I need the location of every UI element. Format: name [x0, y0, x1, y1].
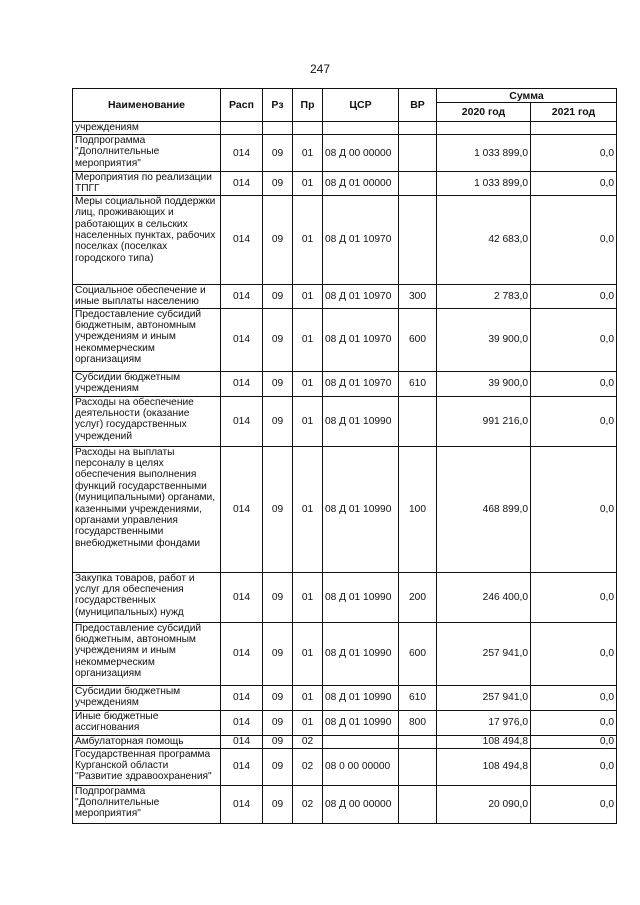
sum-2020-cell: 42 683,0 — [437, 195, 531, 284]
table-row — [73, 172, 617, 196]
table-row — [73, 572, 617, 622]
name-cell: Закупка товаров, работ и услуг для обеспечения государственных (муниципальных) нужд — [73, 572, 221, 622]
name-cell: Государственная программа Курганской области "Развитие здравоохранения" — [73, 748, 221, 785]
header-sum: Сумма — [437, 89, 617, 103]
table-row — [73, 785, 617, 823]
pr-cell: 02 — [293, 748, 323, 785]
sum-2020-cell: 17 976,0 — [437, 710, 531, 735]
name-cell: Иные бюджетные ассигнования — [73, 710, 221, 735]
vr-cell — [399, 135, 437, 172]
sum-2020-cell: 1 033 899,0 — [437, 172, 531, 196]
rasp-cell: 014 — [221, 308, 263, 371]
sum-2020-cell: 39 900,0 — [437, 308, 531, 371]
rasp-cell: 014 — [221, 195, 263, 284]
vr-cell — [399, 785, 437, 823]
sum-2020-cell: 20 090,0 — [437, 785, 531, 823]
table-row — [73, 371, 617, 396]
rasp-cell: 014 — [221, 572, 263, 622]
pr-cell: 01 — [293, 308, 323, 371]
vr-cell — [399, 748, 437, 785]
budget-table — [72, 88, 617, 824]
name-cell: Субсидии бюджетным учреждениям — [73, 685, 221, 710]
page-number: 247 — [309, 62, 331, 76]
vr-cell — [399, 172, 437, 196]
pr-cell: 01 — [293, 572, 323, 622]
sum-2021-cell: 0,0 — [531, 308, 617, 371]
header-pr: Пр — [293, 89, 323, 122]
rasp-cell: 014 — [221, 284, 263, 308]
rasp-cell: 014 — [221, 748, 263, 785]
pr-cell: 02 — [293, 735, 323, 748]
rz-cell: 09 — [263, 396, 293, 446]
header-year-2021: 2021 год — [531, 103, 617, 122]
header-csr: ЦСР — [323, 89, 399, 122]
rz-cell: 09 — [263, 710, 293, 735]
vr-cell: 300 — [399, 284, 437, 308]
rz-cell: 09 — [263, 735, 293, 748]
header-rz: Рз — [263, 89, 293, 122]
header-year-2020: 2020 год — [437, 103, 531, 122]
name-cell: Амбулаторная помощь — [73, 735, 221, 748]
rasp-cell: 014 — [221, 371, 263, 396]
sum-2020-cell: 108 494,8 — [437, 735, 531, 748]
pr-cell: 01 — [293, 172, 323, 196]
sum-2020-cell: 257 941,0 — [437, 685, 531, 710]
rasp-cell: 014 — [221, 396, 263, 446]
header-name: Наименование — [73, 89, 221, 122]
rz-cell: 09 — [263, 785, 293, 823]
csr-cell: 08 Д 01 10970 — [323, 371, 399, 396]
rasp-cell: 014 — [221, 735, 263, 748]
csr-cell: 08 Д 01 10990 — [323, 622, 399, 685]
pr-cell: 02 — [293, 785, 323, 823]
sum-2021-cell: 0,0 — [531, 284, 617, 308]
vr-cell — [399, 396, 437, 446]
rasp-cell: 014 — [221, 785, 263, 823]
sum-2021-cell: 0,0 — [531, 710, 617, 735]
pr-cell: 01 — [293, 396, 323, 446]
sum-2021-cell: 0,0 — [531, 572, 617, 622]
vr-cell: 800 — [399, 710, 437, 735]
csr-cell — [323, 122, 399, 135]
pr-cell — [293, 122, 323, 135]
csr-cell: 08 Д 01 10990 — [323, 572, 399, 622]
sum-2021-cell: 0,0 — [531, 195, 617, 284]
table-row — [73, 446, 617, 572]
csr-cell: 08 Д 01 10970 — [323, 308, 399, 371]
header-vr: ВР — [399, 89, 437, 122]
table-row — [73, 135, 617, 172]
name-cell: Меры социальной поддержки лиц, проживающих и работающих в сельских населенных пунктах, рабочих поселках (поселках городского типа) — [73, 195, 221, 284]
name-cell: Мероприятия по реализации ТПГГ — [73, 172, 221, 196]
name-cell: Предоставление субсидий бюджетным, автономным учреждениям и иным некоммерческим организациям — [73, 622, 221, 685]
rz-cell: 09 — [263, 748, 293, 785]
sum-2021-cell: 0,0 — [531, 748, 617, 785]
vr-cell — [399, 195, 437, 284]
vr-cell: 610 — [399, 685, 437, 710]
rz-cell — [263, 122, 293, 135]
rasp-cell: 014 — [221, 685, 263, 710]
csr-cell: 08 Д 00 00000 — [323, 135, 399, 172]
csr-cell: 08 Д 01 10990 — [323, 396, 399, 446]
rz-cell: 09 — [263, 685, 293, 710]
name-cell: Подпрограмма "Дополнительные мероприятия" — [73, 135, 221, 172]
rz-cell: 09 — [263, 135, 293, 172]
vr-cell: 610 — [399, 371, 437, 396]
csr-cell: 08 Д 01 10970 — [323, 284, 399, 308]
rz-cell: 09 — [263, 622, 293, 685]
pr-cell: 01 — [293, 195, 323, 284]
table-row — [73, 284, 617, 308]
sum-2021-cell: 0,0 — [531, 135, 617, 172]
name-cell: Расходы на обеспечение деятельности (оказание услуг) государственных учреждений — [73, 396, 221, 446]
rz-cell: 09 — [263, 284, 293, 308]
csr-cell: 08 Д 01 10970 — [323, 195, 399, 284]
pr-cell: 01 — [293, 710, 323, 735]
table-row — [73, 685, 617, 710]
vr-cell: 600 — [399, 622, 437, 685]
sum-2020-cell: 468 899,0 — [437, 446, 531, 572]
rasp-cell: 014 — [221, 446, 263, 572]
vr-cell: 200 — [399, 572, 437, 622]
sum-2020-cell — [437, 122, 531, 135]
csr-cell: 08 Д 01 10990 — [323, 710, 399, 735]
vr-cell: 100 — [399, 446, 437, 572]
vr-cell — [399, 122, 437, 135]
csr-cell: 08 Д 01 00000 — [323, 172, 399, 196]
rz-cell: 09 — [263, 172, 293, 196]
sum-2020-cell: 39 900,0 — [437, 371, 531, 396]
table-body — [73, 122, 617, 824]
csr-cell: 08 Д 00 00000 — [323, 785, 399, 823]
rz-cell: 09 — [263, 446, 293, 572]
sum-2021-cell: 0,0 — [531, 172, 617, 196]
table-header — [73, 89, 617, 122]
pr-cell: 01 — [293, 371, 323, 396]
rz-cell: 09 — [263, 572, 293, 622]
sum-2021-cell: 0,0 — [531, 371, 617, 396]
pr-cell: 01 — [293, 622, 323, 685]
name-cell: Подпрограмма "Дополнительные мероприятия" — [73, 785, 221, 823]
rz-cell: 09 — [263, 371, 293, 396]
rasp-cell: 014 — [221, 622, 263, 685]
name-cell: Социальное обеспечение и иные выплаты населению — [73, 284, 221, 308]
rasp-cell: 014 — [221, 710, 263, 735]
sum-2020-cell: 1 033 899,0 — [437, 135, 531, 172]
table-row — [73, 710, 617, 735]
pr-cell: 01 — [293, 135, 323, 172]
sum-2020-cell: 246 400,0 — [437, 572, 531, 622]
sum-2021-cell: 0,0 — [531, 785, 617, 823]
sum-2020-cell: 257 941,0 — [437, 622, 531, 685]
rasp-cell: 014 — [221, 172, 263, 196]
table-row — [73, 195, 617, 284]
table-row — [73, 122, 617, 135]
name-cell: Расходы на выплаты персоналу в целях обеспечения выполнения функций государственными (муниципальными) органами, казенными учреждениями, органами управления государственными внебюджетными фондами — [73, 446, 221, 572]
table-row — [73, 748, 617, 785]
csr-cell — [323, 735, 399, 748]
pr-cell: 01 — [293, 446, 323, 572]
csr-cell: 08 0 00 00000 — [323, 748, 399, 785]
sum-2021-cell: 0,0 — [531, 735, 617, 748]
table-row — [73, 735, 617, 748]
vr-cell — [399, 735, 437, 748]
sum-2021-cell: 0,0 — [531, 685, 617, 710]
csr-cell: 08 Д 01 10990 — [323, 446, 399, 572]
rz-cell: 09 — [263, 308, 293, 371]
rasp-cell — [221, 122, 263, 135]
rasp-cell: 014 — [221, 135, 263, 172]
name-cell: Предоставление субсидий бюджетным, автономным учреждениям и иным некоммерческим организациям — [73, 308, 221, 371]
pr-cell: 01 — [293, 284, 323, 308]
sum-2021-cell: 0,0 — [531, 446, 617, 572]
table-row — [73, 622, 617, 685]
sum-2021-cell: 0,0 — [531, 396, 617, 446]
sum-2021-cell: 0,0 — [531, 622, 617, 685]
header-rasp: Расп — [221, 89, 263, 122]
pr-cell: 01 — [293, 685, 323, 710]
csr-cell: 08 Д 01 10990 — [323, 685, 399, 710]
sum-2020-cell: 991 216,0 — [437, 396, 531, 446]
table-row — [73, 308, 617, 371]
rz-cell: 09 — [263, 195, 293, 284]
sum-2021-cell — [531, 122, 617, 135]
table-row — [73, 396, 617, 446]
name-cell: учреждениям — [73, 122, 221, 135]
sum-2020-cell: 2 783,0 — [437, 284, 531, 308]
name-cell: Субсидии бюджетным учреждениям — [73, 371, 221, 396]
sum-2020-cell: 108 494,8 — [437, 748, 531, 785]
vr-cell: 600 — [399, 308, 437, 371]
